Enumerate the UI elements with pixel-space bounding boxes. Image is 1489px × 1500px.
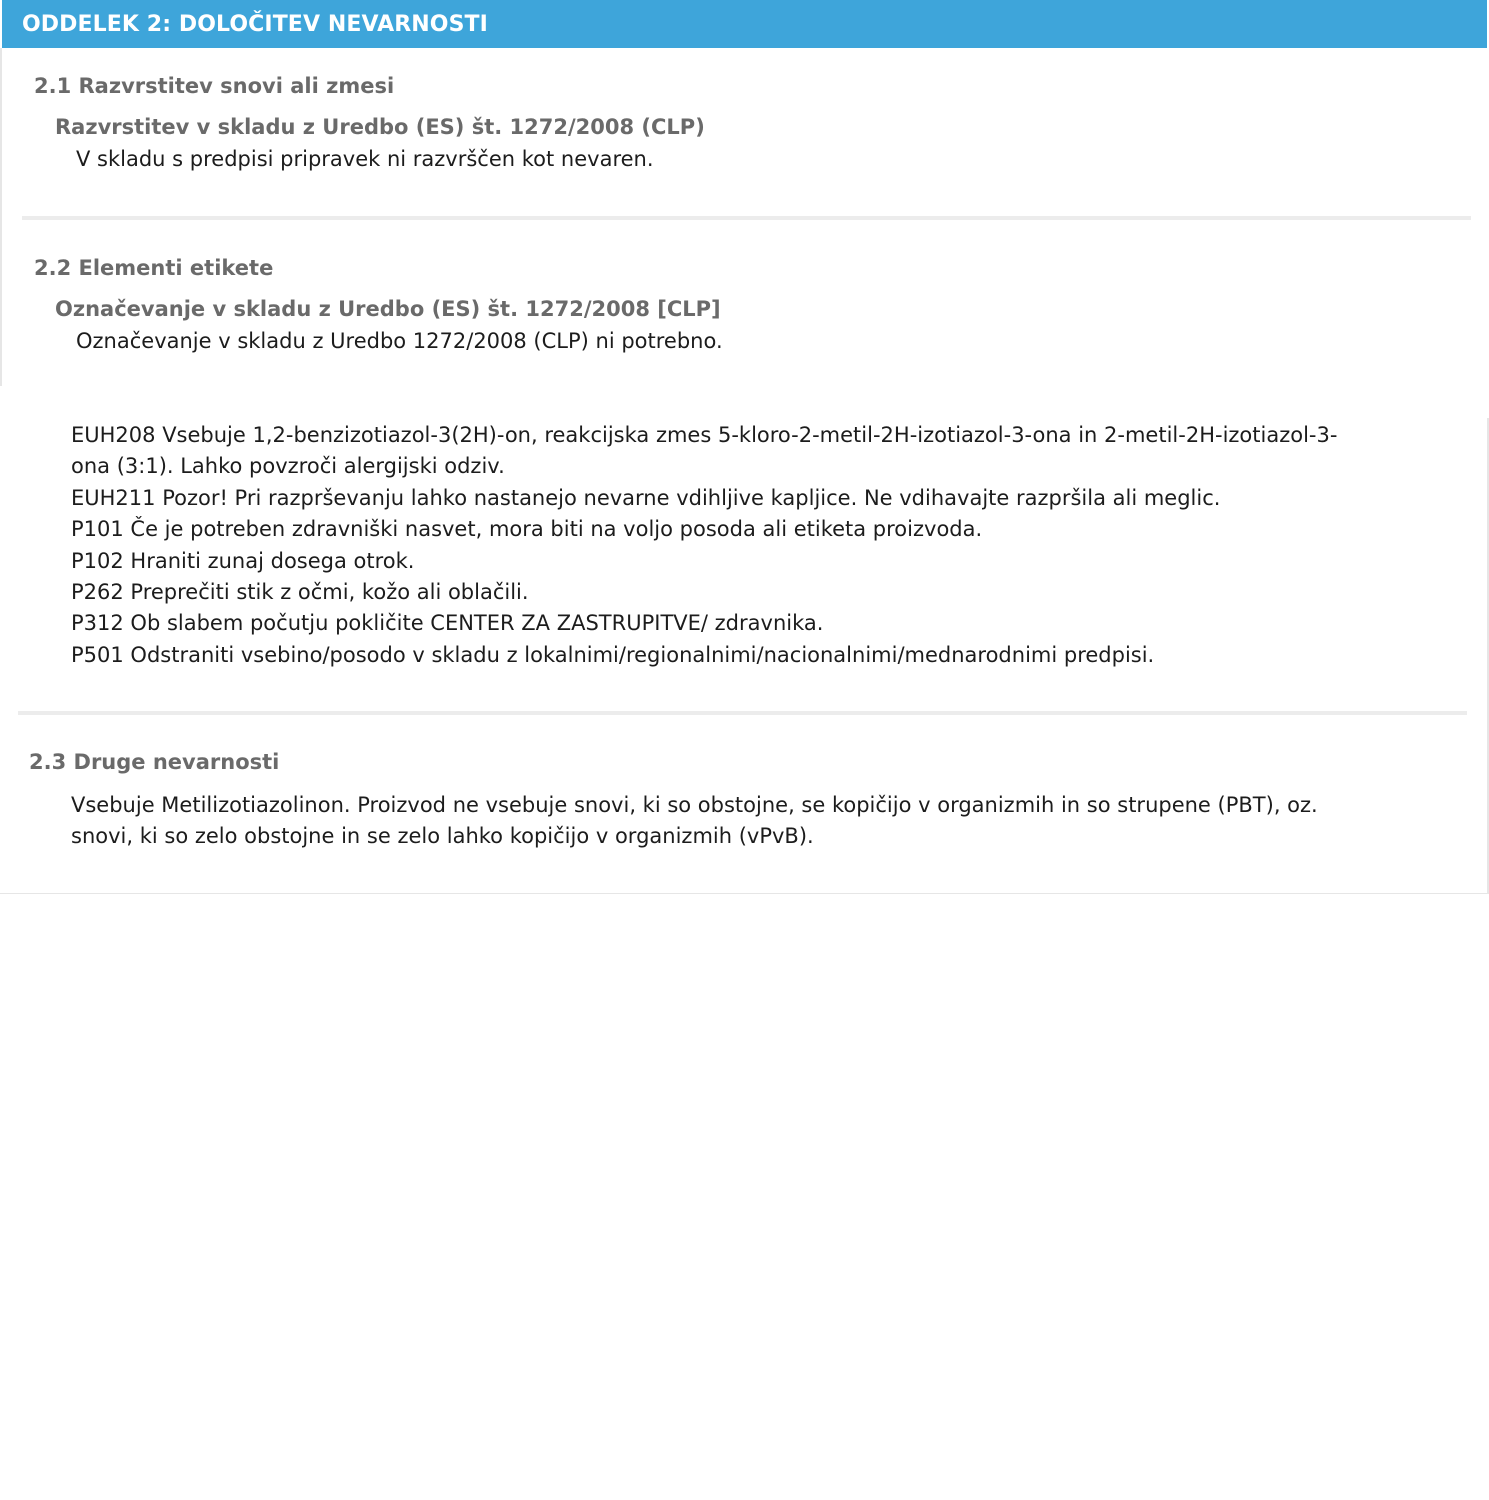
label-statements <box>71 420 1337 671</box>
section-part-bottom <box>0 418 1489 894</box>
section-2-1-text: V skladu s predpisi pripravek ni razvrščen kot nevaren. <box>76 147 654 171</box>
divider <box>18 711 1467 715</box>
section-header-title: ODDELEK 2: DOLOČITEV NEVARNOSTI <box>22 11 488 37</box>
statement-line: P312 Ob slabem počutju pokličite CENTER ZA ZASTRUPITVE/ zdravnika. <box>71 611 824 636</box>
statement-line: P102 Hraniti zunaj dosega otrok. <box>71 548 415 573</box>
statement-line: P101 Če je potreben zdravniški nasvet, mora biti na voljo posoda ali etiketa proizvoda. <box>71 517 983 542</box>
statement-line: EUH208 Vsebuje 1,2-benzizotiazol-3(2H)-on, reakcijska zmes 5-kloro-2-metil-2H-izotiazol-3-ona in 2-metil-2H-izotiazol-3- <box>71 423 1338 447</box>
divider <box>22 216 1471 220</box>
section-2-2-text: Označevanje v skladu z Uredbo 1272/2008 (CLP) ni potrebno. <box>76 329 723 353</box>
section-part-top <box>0 48 1489 386</box>
section-2-3-line: snovi, ki so zelo obstojne in se zelo lahko kopičijo v organizmih (vPvB). <box>71 824 814 849</box>
statement-line: P262 Preprečiti stik z očmi, kožo ali oblačili. <box>71 580 529 605</box>
statement-line: EUH211 Pozor! Pri razprševanju lahko nastanejo nevarne vdihljive kapljice. Ne vdihavajte razpršila ali meglic. <box>71 485 1221 510</box>
statement-line: P501 Odstraniti vsebino/posodo v skladu z lokalnimi/regionalnimi/nacionalnimi/mednarodnimi predpisi. <box>71 642 1155 667</box>
section-header <box>2 0 1487 48</box>
statement-line: ona (3:1). Lahko povzroči alergijski odziv. <box>71 454 505 479</box>
section-2-2-title: 2.2 Elementi etikete <box>34 256 274 280</box>
section-2-2-subtitle: Označevanje v skladu z Uredbo (ES) št. 1272/2008 [CLP] <box>55 297 721 321</box>
section-2-1-title: 2.1 Razvrstitev snovi ali zmesi <box>34 74 395 98</box>
section-2-3-line: Vsebuje Metilizotiazolinon. Proizvod ne vsebuje snovi, ki so obstojne, se kopičijo v organizmih in so strupene (PBT), oz. <box>71 793 1318 817</box>
section-2-1-subtitle: Razvrstitev v skladu z Uredbo (ES) št. 1272/2008 (CLP) <box>55 115 705 139</box>
section-2-3-title: 2.3 Druge nevarnosti <box>29 750 280 774</box>
section-2-3-text <box>71 790 1318 853</box>
